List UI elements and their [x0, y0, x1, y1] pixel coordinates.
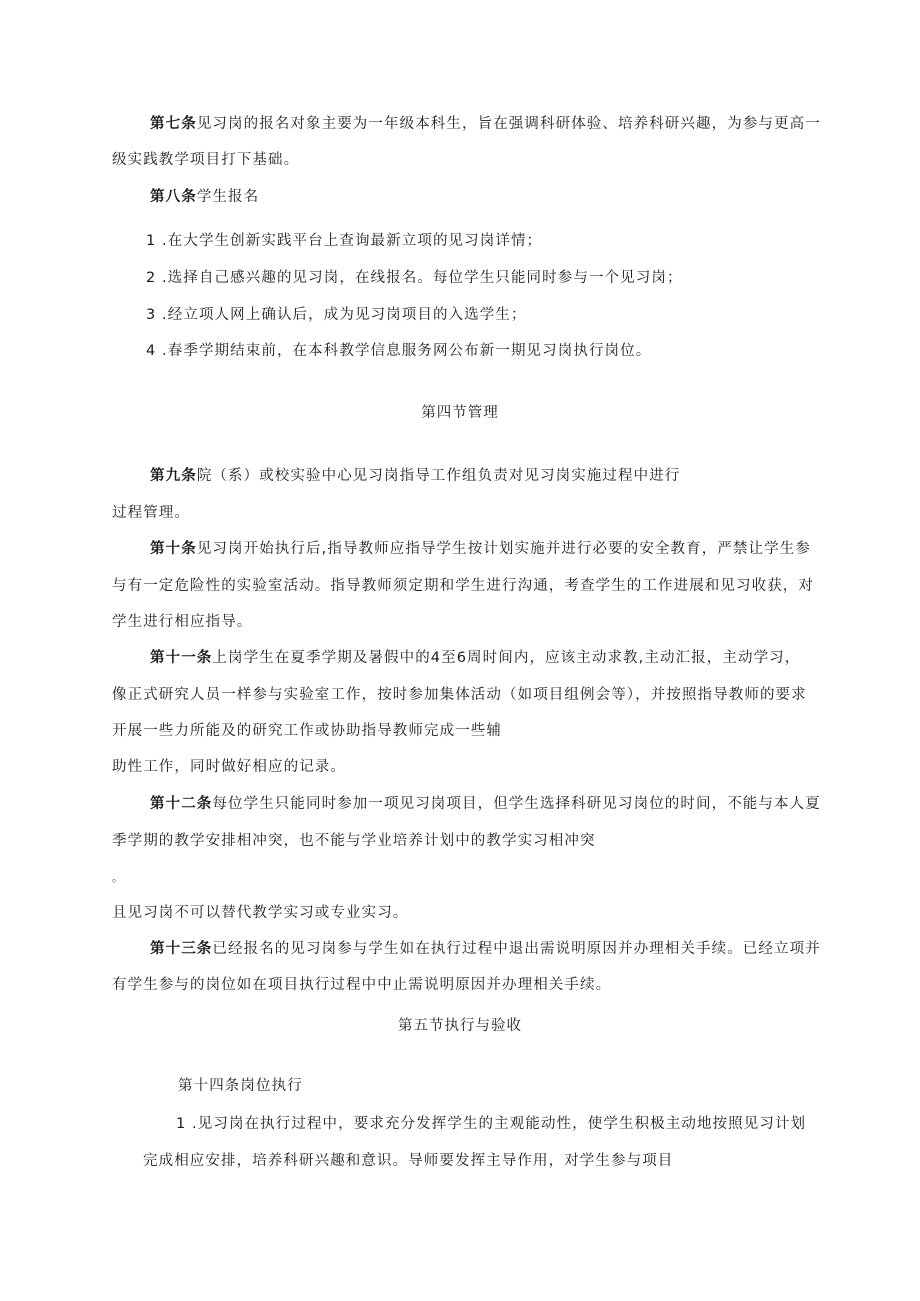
- article-11-line-2: 像正式研究人员一样参与实验室工作，按时参加集体活动（如项目组例会等），并按照指导教师的要求: [112, 687, 807, 703]
- article-9-line-1: 第九条院（系）或校实验中心见习岗指导工作组负责对见习岗实施过程中进行: [150, 468, 681, 484]
- article-7-label: 第七条: [150, 116, 197, 132]
- article-12-line-3: 。: [112, 871, 125, 884]
- article-8-item-1: 1 .在大学生创新实践平台上查询最新立项的见习岗详情；: [146, 233, 543, 249]
- article-10-line-2: 与有一定危险性的实验室活动。指导教师须定期和学生进行沟通，考查学生的工作进展和见习收获，对: [112, 578, 814, 594]
- article-9-label: 第九条: [150, 468, 197, 484]
- article-11-label: 第十一条: [150, 650, 213, 666]
- article-8-label: 第八条: [150, 189, 197, 205]
- article-8-item-3: 3 .经立项人网上确认后，成为见习岗项目的入选学生；: [146, 307, 527, 323]
- article-13-line-1: 第十三条已经报名的见习岗参与学生如在执行过程中退出需说明原因并办理相关手续。已经立项并: [150, 941, 821, 957]
- article-14-item-1-line-1: 1 .见习岗在执行过程中，要求充分发挥学生的主观能动性，使学生积极主动地按照见习计划: [176, 1116, 807, 1132]
- article-12-label: 第十二条: [150, 796, 213, 812]
- article-11-line-3: 开展一些力所能及的研究工作或协助指导教师完成一些辅: [112, 723, 502, 739]
- article-11-line-1: 第十一条上岗学生在夏季学期及暑假中的4至6周时间内，应该主动求教,主动汇报，主动学习，: [150, 650, 801, 666]
- article-7-line-2: 级实践教学项目打下基础。: [112, 152, 300, 168]
- article-8-item-2: 2 .选择自己感兴趣的见习岗，在线报名。每位学生只能同时参与一个见习岗；: [146, 270, 683, 286]
- article-12-line-2: 季学期的教学安排相冲突，也不能与学业培养计划中的教学实习相冲突: [112, 833, 596, 849]
- article-8-heading: 第八条学生报名: [150, 189, 260, 205]
- article-10-line-3: 学生进行相应指导。: [112, 614, 253, 630]
- article-14-item-1-line-2: 完成相应安排，培养科研兴趣和意识。导师要发挥主导作用，对学生参与项目: [143, 1153, 674, 1169]
- article-8-item-4: 4 .春季学期结束前，在本科教学信息服务网公布新一期见习岗执行岗位。: [146, 343, 652, 359]
- section-4-heading: 第四节管理: [421, 405, 499, 421]
- section-5-heading: 第五节执行与验收: [398, 1018, 522, 1034]
- article-14-heading: 第十四条岗位执行: [178, 1078, 303, 1094]
- article-11-line-4: 助性工作，同时做好相应的记录。: [112, 759, 346, 775]
- article-9-line-2: 过程管理。: [112, 505, 190, 521]
- article-10-label: 第十条: [150, 541, 197, 557]
- article-12-line-4: 且见习岗不可以替代教学实习或专业实习。: [112, 905, 409, 921]
- article-10-line-1: 第十条见习岗开始执行后,指导教师应指导学生按计划实施并进行必要的安全教育，严禁让学生参: [150, 541, 811, 557]
- article-7-line-1: 第七条见习岗的报名对象主要为一年级本科生，旨在强调科研体验、培养科研兴趣，为参与更高一: [150, 116, 821, 132]
- article-12-line-1: 第十二条每位学生只能同时参加一项见习岗项目，但学生选择科研见习岗位的时间，不能与本人夏: [150, 796, 821, 812]
- article-13-label: 第十三条: [150, 941, 213, 957]
- article-13-line-2: 有学生参与的岗位如在项目执行过程中中止需说明原因并办理相关手续。: [112, 977, 612, 993]
